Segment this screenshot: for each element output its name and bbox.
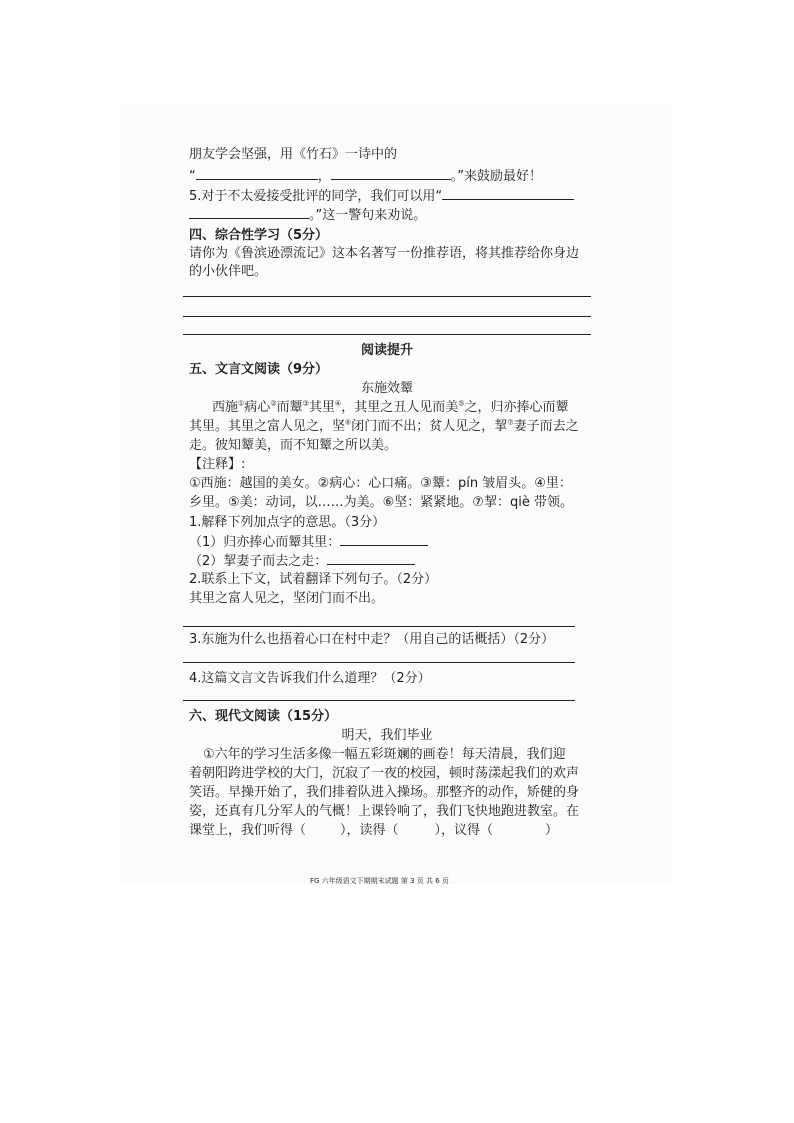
answer-blank-2[interactable] [331, 167, 451, 180]
answer-blank-6[interactable] [327, 552, 415, 565]
q5-line-2 [189, 206, 426, 224]
note-marker: ③ [302, 399, 309, 408]
note-marker: ② [270, 399, 277, 408]
article-text: ） [545, 823, 559, 838]
comma: ， [317, 169, 331, 184]
article-text: ），议得（ [434, 823, 494, 838]
closing-text: 。”来鼓励最好！ [450, 169, 543, 184]
article-text: 课堂上，我们听得（ [189, 823, 307, 838]
question-1-1 [189, 533, 428, 551]
question-text: （2）挈妻子而去之走： [189, 554, 328, 569]
section-4-prompt-2: 的小伙伴吧。 [189, 264, 268, 279]
section-4-title: 四、综合性学习（5分） [189, 228, 329, 243]
answer-blank-1[interactable] [196, 167, 318, 180]
answer-line-2[interactable] [183, 316, 591, 317]
answer-line-1[interactable] [183, 296, 591, 297]
question-1: 1.解释下列加点字的意思。（3分） [189, 515, 386, 530]
question-1-2 [189, 552, 415, 570]
passage-line-2 [189, 418, 579, 435]
notes-line-1: ①西施：越国的美女。②病心：心口痛。③颦：pín 皱眉头。④里： [189, 476, 572, 491]
passage-text: ，其里之丑人见而美 [341, 400, 459, 415]
answer-blank-3[interactable] [442, 187, 574, 200]
article-title: 明天，我们毕业 [341, 728, 433, 743]
article-text: ），读得（ [340, 823, 399, 838]
q5-tail: 。”这一警句来劝说。 [309, 208, 427, 223]
article-line-2: 着朝阳跨进学校的大门，沉寂了一夜的校园，顿时荡漾起我们的欢声 [189, 766, 580, 781]
q4-line-1: 朋友学会坚强，用《竹石》一诗中的 [189, 147, 398, 162]
answer-blank-4[interactable] [189, 206, 309, 219]
note-marker: ⑦ [507, 418, 514, 427]
passage-text: 其里 [308, 400, 335, 415]
passage-text: 其里。其里之富人见之，坚 [189, 419, 346, 434]
notes-line-2: 乡里。⑤美：动词，以……为美。⑥坚：紧紧地。⑦挈：qiè 带领。 [189, 495, 573, 510]
answer-line-5[interactable] [183, 662, 575, 663]
q5-text: 5.对于不太爱接受批评的同学，我们可以用“ [189, 189, 443, 204]
q4-line-2 [189, 167, 542, 185]
section-6-title: 六、现代文阅读（15分） [189, 709, 338, 724]
passage-title: 东施效颦 [360, 381, 413, 396]
note-marker: ① [238, 399, 245, 408]
article-line-4: 姿，还真有几分军人的气概！上课铃响了，我们飞快地跑进教室。在 [189, 804, 580, 819]
passage-text: 闭门而不出；贫人见之，挈 [351, 419, 508, 434]
passage-text: 之，归亦捧心而颦 [464, 400, 569, 415]
notes-label: 【注释】: [189, 457, 246, 472]
passage-text: 而颦 [276, 400, 303, 415]
note-marker: ⑤ [458, 399, 465, 408]
article-line-1: ①六年的学习生活多像一幅五彩斑斓的画卷！每天清晨，我们迎 [203, 747, 566, 762]
passage-text: 西施 [212, 400, 239, 415]
question-3: 3.东施为什么也捂着心口在村中走？（用自己的话概括）（2分） [189, 632, 555, 647]
answer-line-4[interactable] [183, 626, 575, 627]
article-line-5 [189, 822, 558, 839]
question-2-sentence: 其里之富人见之，坚闭门而不出。 [189, 591, 385, 606]
reading-header: 阅读提升 [360, 343, 413, 358]
question-4: 4.这篇文言文告诉我们什么道理？（2分） [189, 671, 431, 686]
open-quote: “ [189, 169, 196, 184]
passage-line-1 [212, 399, 569, 416]
passage-text: 病心 [244, 400, 271, 415]
note-marker: ⑥ [345, 418, 352, 427]
note-marker: ④ [334, 399, 342, 408]
passage-line-3: 走。彼知颦美，而不知颦之所以美。 [189, 438, 398, 453]
page-footer: FG 六年级语文下期期末试题 第 3 页 共 6 页 [310, 877, 449, 885]
passage-text: 妻子而去之 [513, 419, 579, 434]
section-5-title: 五、文言文阅读（9分） [189, 362, 329, 377]
article-line-3: 笑语。早操开始了，我们排着队进入操场。那整齐的动作，矫健的身 [189, 785, 580, 800]
question-2: 2.联系上下文，试着翻译下列句子。（2分） [189, 572, 438, 587]
question-text: （1）归亦捧心而颦其里： [189, 535, 341, 550]
q5-line-1 [189, 187, 574, 205]
answer-line-6[interactable] [183, 700, 575, 701]
answer-blank-5[interactable] [340, 533, 428, 546]
section-4-prompt-1: 请你为《鲁滨逊漂流记》这本名著写一份推荐语，将其推荐给你身边 [189, 246, 580, 261]
answer-line-3[interactable] [183, 334, 591, 335]
